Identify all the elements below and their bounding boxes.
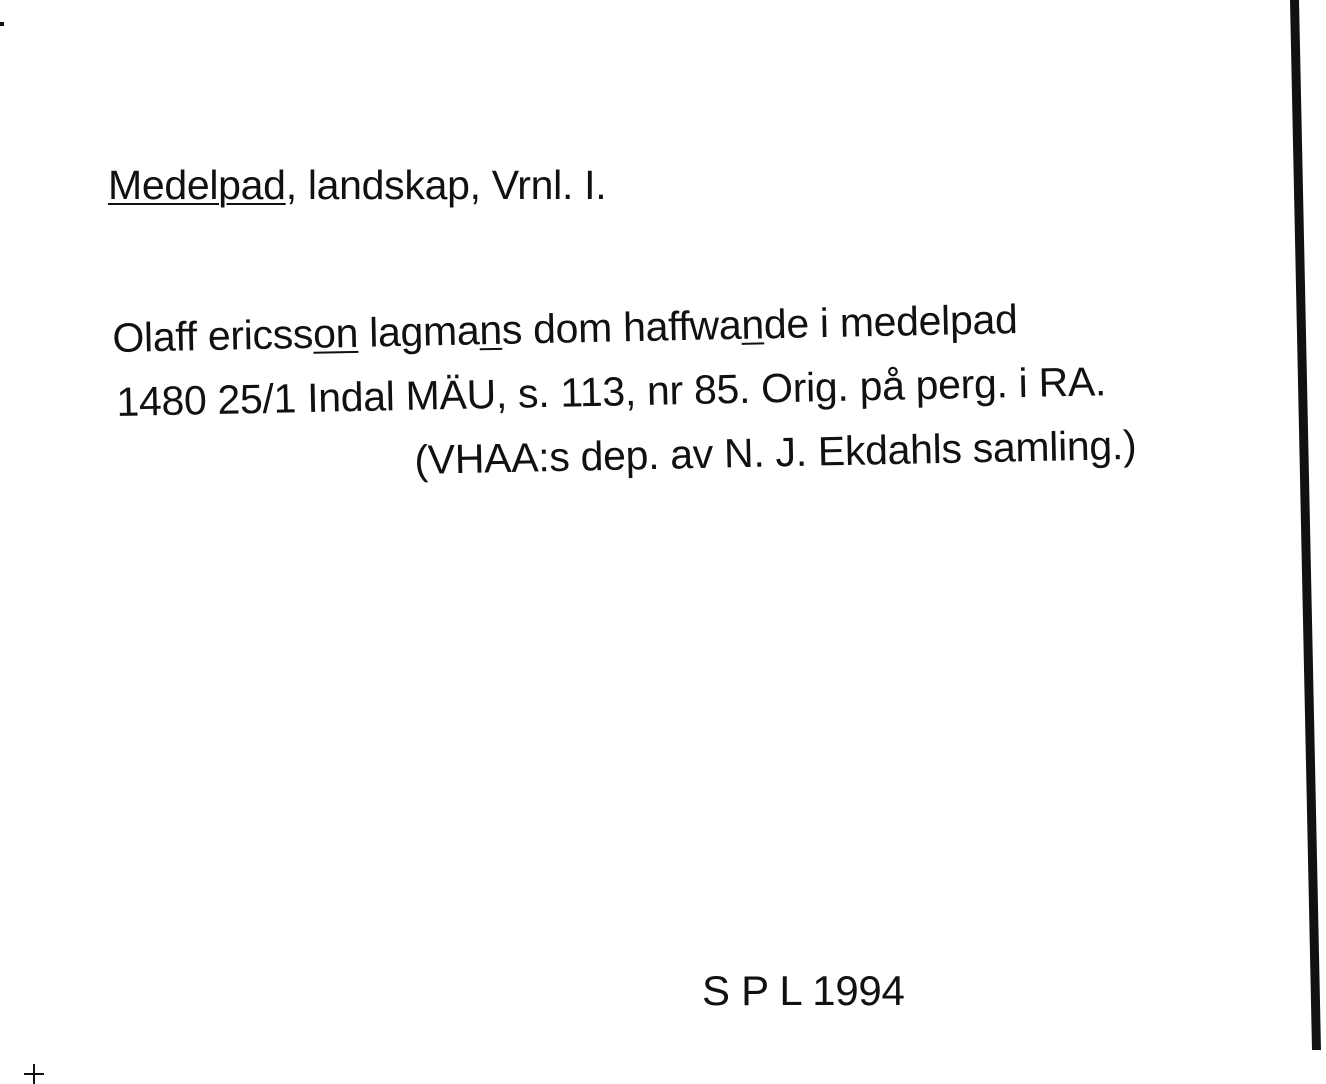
- card-edge-bar: [1290, 0, 1321, 1050]
- heading-rest: , landskap, Vrnl. I.: [285, 162, 607, 208]
- underlined-letters: n: [478, 306, 503, 354]
- scan-dot: [0, 22, 4, 26]
- underlined-letters: n: [740, 301, 765, 348]
- entry-line-3: (VHAA:s dep. av N. J. Ekdahls samling.): [413, 421, 1137, 483]
- entry-line-2: 1480 25/1 Indal MÄU, s. 113, nr 85. Orig. på perg. i RA.: [115, 358, 1107, 425]
- signature: S P L 1994: [702, 967, 905, 1014]
- entry-text: lagma: [357, 307, 480, 356]
- underlined-letters: on: [312, 309, 359, 357]
- entry-text: de i medelpad: [763, 296, 1018, 348]
- entry-text: Olaff ericss: [111, 310, 314, 361]
- crosshair-mark-icon: [24, 1064, 44, 1084]
- entry-text: s dom haffwa: [501, 301, 742, 353]
- card-heading: [108, 162, 607, 208]
- entry-line-1: [111, 296, 1018, 361]
- place-name: Medelpad: [108, 162, 286, 208]
